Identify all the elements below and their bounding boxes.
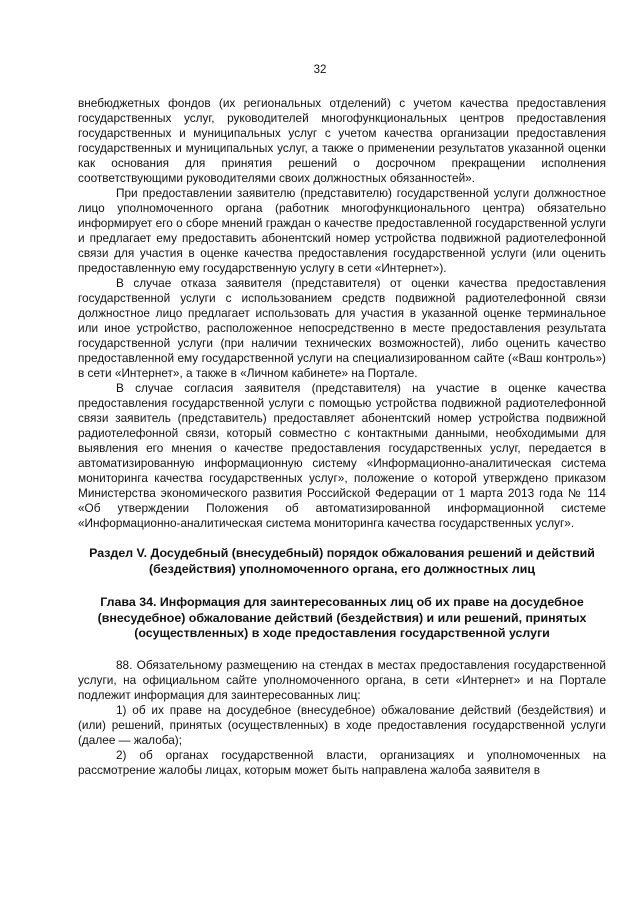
- list-item-88-1: 1) об их праве на досудебное (внесудебное) обжалование действий (бездействия) и (или) решений, принятых (осуществленных) в ходе предоставления государственной услуги (далее — жалоба);: [78, 702, 606, 747]
- paragraph-inform-applicant: При предоставлении заявителю (представителю) государственной услуги должностное лицо уполномоченного органа (работник многофункционального центра) обязательно информирует его о сборе мнений граждан о качестве предоставленной государственной услуги и предлагает ему предоставить абонентский номер устройства подвижной радиотелефонной связи для участия в оценке качества предоставления государственной услуги (или оценить предоставленную ему государственную услугу в сети «Интернет»).: [78, 186, 606, 275]
- document-body: [78, 96, 606, 778]
- paragraph-continuation: внебюджетных фондов (их региональных отделений) с учетом качества предоставления государственных услуг, руководителей многофункциональных центров предоставления государственных и муниципальных услуг с учетом качества организации предоставления государственных и муниципальных услуг, а также о применении результатов указанной оценки как основания для принятия решений о досрочном прекращении исполнения соответствующими руководителями своих должностных обязанностей».: [78, 96, 606, 185]
- section-heading: Раздел V. Досудебный (внесудебный) порядок обжалования решений и действий (бездействия) уполномоченного органа, его должностных лиц: [89, 546, 595, 576]
- paragraph-consent-case: В случае согласия заявителя (представителя) на участие в оценке качества предоставления государственной услуги с помощью устройства подвижной радиотелефонной связи заявитель (представитель) предоставляет абонентский номер устройства подвижной радиотелефонной связи, который совместно с контактными данными, необходимыми для выявления его мнения о качестве предоставления государственных услуг, передается в автоматизированную информационную систему «Информационно-аналитическая система мониторинга качества государственных услуг», положение о которой утверждено приказом Министерства экономического развития Российской Федерации от 1 марта 2013 года № 114 «Об утверждении Положения об автоматизированной информационной системе «Информационно-аналитическая система мониторинга качества государственных услуг».: [78, 381, 606, 530]
- paragraph-refusal-case: В случае отказа заявителя (представителя) от оценки качества предоставления государственной услуги с использованием средств подвижной радиотелефонной связи должностное лицо предлагает использовать для участия в указанной оценке терминальное или иное устройство, расположенное непосредственно в месте предоставления результата государственной услуги (при наличии технических возможностей), либо оценить качество предоставленной ему государственной услуги на специализированном сайте («Ваш контроль») в сети «Интернет», а также в «Личном кабинете» на Портале.: [78, 276, 606, 380]
- list-item-88-2: 2) об органах государственной власти, организациях и уполномоченных на рассмотрение жалобы лицах, которым может быть направлена жалоба заявителя в: [78, 747, 606, 777]
- page-number: 32: [313, 64, 327, 76]
- chapter-heading: Глава 34. Информация для заинтересованных лиц об их праве на досудебное (внесудебное) обжалование действий (бездействия) и или решений, принятых (осуществленных) в ходе предоставления государственной услуги: [97, 595, 587, 640]
- paragraph-88: 88. Обязательному размещению на стендах в местах предоставления государственной услуги, на официальном сайте уполномоченного органа, в сети «Интернет» и на Портале подлежит информация для заинтересованных лиц:: [78, 657, 606, 702]
